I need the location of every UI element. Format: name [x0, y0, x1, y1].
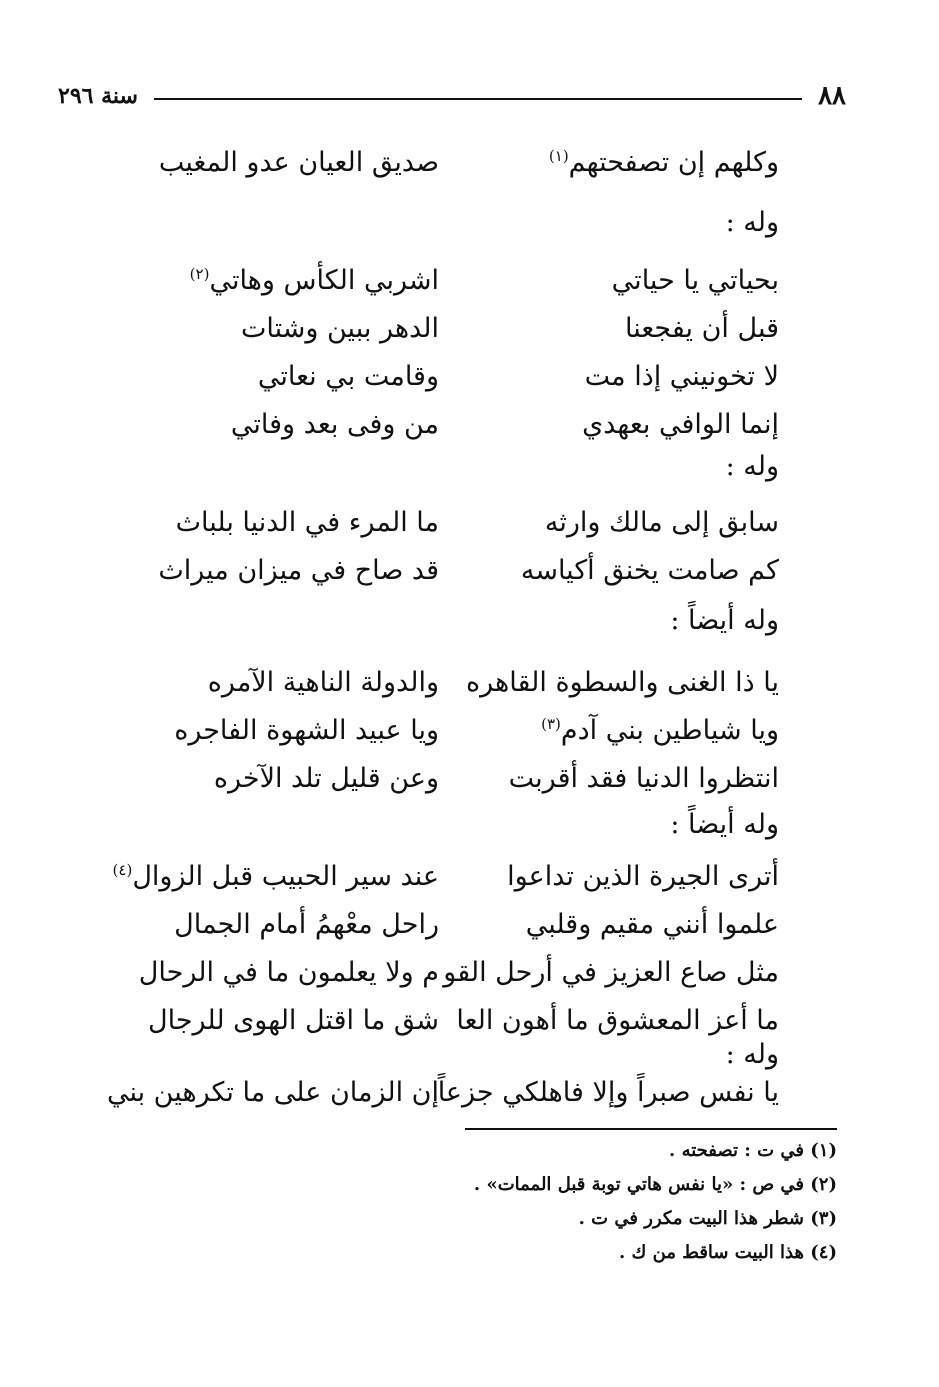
footnote: (٣) شطر هذا البيت مكرر في ت .: [578, 1208, 837, 1229]
verse-heading: وله :: [725, 451, 779, 482]
verse-second-hemistich: ويا عبيد الشهوة الفاجره: [174, 715, 439, 746]
verse-second-hemistich: راحل معْهمُ أمام الجمال: [174, 909, 439, 940]
verse-second-hemistich: ما المرء في الدنيا بلباث: [175, 507, 439, 538]
verse-heading: وله :: [725, 1039, 779, 1070]
footnote-marker: (٤): [112, 861, 133, 879]
footnote-rule: [465, 1128, 837, 1130]
verse-first-hemistich: انتظروا الدنيا فقد أقربت: [508, 763, 779, 794]
verse-second-hemistich: م ولا يعلمون ما في الرحال: [138, 957, 439, 988]
verse-first-hemistich: سابق إلى مالك وارثه: [544, 507, 779, 538]
footnotes: [337, 1134, 837, 1270]
verse-heading: وله أيضاً :: [670, 605, 779, 636]
verse-first-hemistich: وكلهم إن تصفحتهم$^{(١)}$: [548, 147, 779, 178]
footnote-marker: (٢): [189, 265, 210, 283]
footnote-marker: (١): [548, 147, 569, 165]
page-header: [58, 78, 846, 114]
verse-second-hemistich: من وفى بعد وفاتي: [230, 409, 439, 440]
verse-first-hemistich: مثل صاع العزيز في أرحل القو: [443, 957, 779, 988]
verse-first-hemistich: علموا أنني مقيم وقلبي: [525, 909, 779, 940]
verse-first-hemistich: قبل أن يفجعنا: [625, 313, 779, 344]
verse-first-hemistich: كم صامت يخنق أكياسه: [520, 555, 779, 586]
verse-second-hemistich: شق ما اقتل الهوى للرجال: [147, 1005, 439, 1036]
verse-first-hemistich: يا ذا الغنى والسطوة القاهره: [466, 667, 779, 698]
footnote: (٢) في ص : «يا نفس هاتي توبة قبل الممات» .: [473, 1174, 837, 1195]
header-rule: [154, 98, 802, 100]
verse-first-hemistich: إنما الوافي بعهدي: [582, 409, 779, 440]
verse-second-hemistich: صديق العيان عدو المغيب: [158, 147, 439, 178]
verse-heading: وله :: [725, 207, 779, 238]
verse-second-hemistich: وقامت بي نعاتي: [257, 361, 439, 392]
verse-first-hemistich: بحياتي يا حياتي: [611, 265, 779, 296]
page-number: ٨٨: [818, 81, 846, 111]
verse-heading: وله أيضاً :: [670, 809, 779, 840]
verse-second-hemistich: والدولة الناهية الآمره: [207, 667, 439, 698]
verse-second-hemistich: الدهر ببين وشتات: [240, 313, 439, 344]
verse-first-hemistich: ما أعز المعشوق ما أهون العا: [456, 1005, 779, 1036]
verse-second-hemistich: قد صاح في ميزان ميراث: [158, 555, 439, 586]
verse-second-hemistich: عند سير الحبيب قبل الزوال$^{(٤)}$: [112, 861, 439, 892]
verse-first-hemistich: يا نفس صبراً وإلا فاهلكي جزعاً: [437, 1077, 779, 1108]
running-title: سنة ٢٩٦: [58, 83, 138, 109]
verse-first-hemistich: لا تخونيني إذا مت: [584, 361, 779, 392]
verse-second-hemistich: اشربي الكأس وهاتي$^{(٢)}$: [189, 265, 439, 296]
verse-second-hemistich: إن الزمان على ما تكرهين بني: [106, 1077, 439, 1108]
verse-second-hemistich: وعن قليل تلد الآخره: [213, 763, 439, 794]
verse-first-hemistich: أترى الجيرة الذين تداعوا: [507, 861, 779, 892]
verse-first-hemistich: ويا شياطين بني آدم$^{(٣)}$: [541, 715, 779, 746]
footnote: (٤) هذا البيت ساقط من ك .: [619, 1242, 837, 1263]
footnote-marker: (٣): [541, 715, 561, 733]
footnote: (١) في ت : تصفحته .: [669, 1140, 837, 1161]
